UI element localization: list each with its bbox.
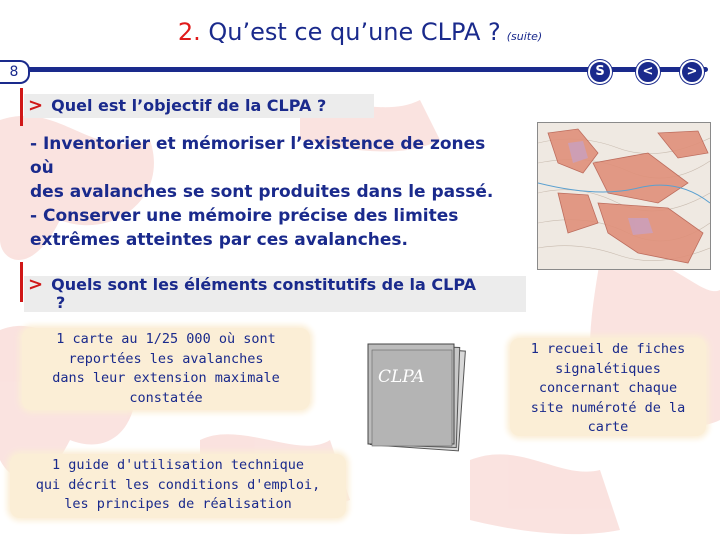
document-stack-icon (362, 338, 472, 458)
card-carte (22, 328, 310, 410)
card-guide (10, 454, 346, 518)
next-button[interactable]: > (680, 60, 704, 84)
document-label: CLPA (378, 367, 425, 387)
section2-marker (20, 262, 23, 302)
card-line: concernant chaque (538, 380, 678, 396)
slide-title (0, 18, 720, 46)
card-line: carte (587, 419, 629, 435)
arrow-icon: > (28, 274, 44, 295)
section1-marker (20, 88, 23, 126)
arrow-icon: > (28, 95, 44, 116)
card-line: dans leur extension maximale (52, 370, 280, 386)
card-line: reportées les avalanches (68, 350, 264, 367)
section2-question-box (24, 276, 526, 312)
summary-button[interactable]: S (588, 60, 612, 84)
card-line: site numéroté de la (530, 399, 686, 416)
section2-question-line: Quels sont les éléments constitutifs de la CLPA (51, 275, 476, 294)
card-line: 1 carte au 1/25 000 où sont (56, 331, 276, 347)
card-line: constatée (129, 389, 203, 406)
objective-text (30, 132, 510, 252)
previous-button[interactable]: < (636, 60, 660, 84)
objective-line: - Inventorier et mémoriser l’existence de zones où (30, 134, 486, 178)
navigation-bar (0, 62, 720, 78)
card-line: signalétiques (555, 360, 661, 377)
objective-line: extrêmes atteintes par ces avalanches. (30, 230, 408, 250)
avalanche-map-image (537, 122, 711, 270)
card-recueil (510, 338, 706, 436)
section1-question: Quel est l’objectif de la CLPA ? (51, 96, 327, 115)
card-line: qui décrit les conditions d'emploi, (35, 476, 321, 493)
card-line: 1 recueil de fiches (530, 341, 686, 357)
objective-line: - Conserver une mémoire précise des limites (30, 206, 459, 226)
section1-question-box (24, 94, 374, 118)
section2-question-line: ? (56, 293, 66, 312)
title-text: Qu’est ce qu’une CLPA ? (200, 18, 501, 46)
card-line: les principes de réalisation (64, 496, 292, 512)
title-number: 2. (177, 18, 201, 46)
card-line: 1 guide d'utilisation technique (52, 457, 304, 473)
objective-line: des avalanches se sont produites dans le passé. (30, 182, 494, 202)
title-suite: (suite) (506, 30, 543, 43)
page-number: 8 (0, 60, 30, 84)
